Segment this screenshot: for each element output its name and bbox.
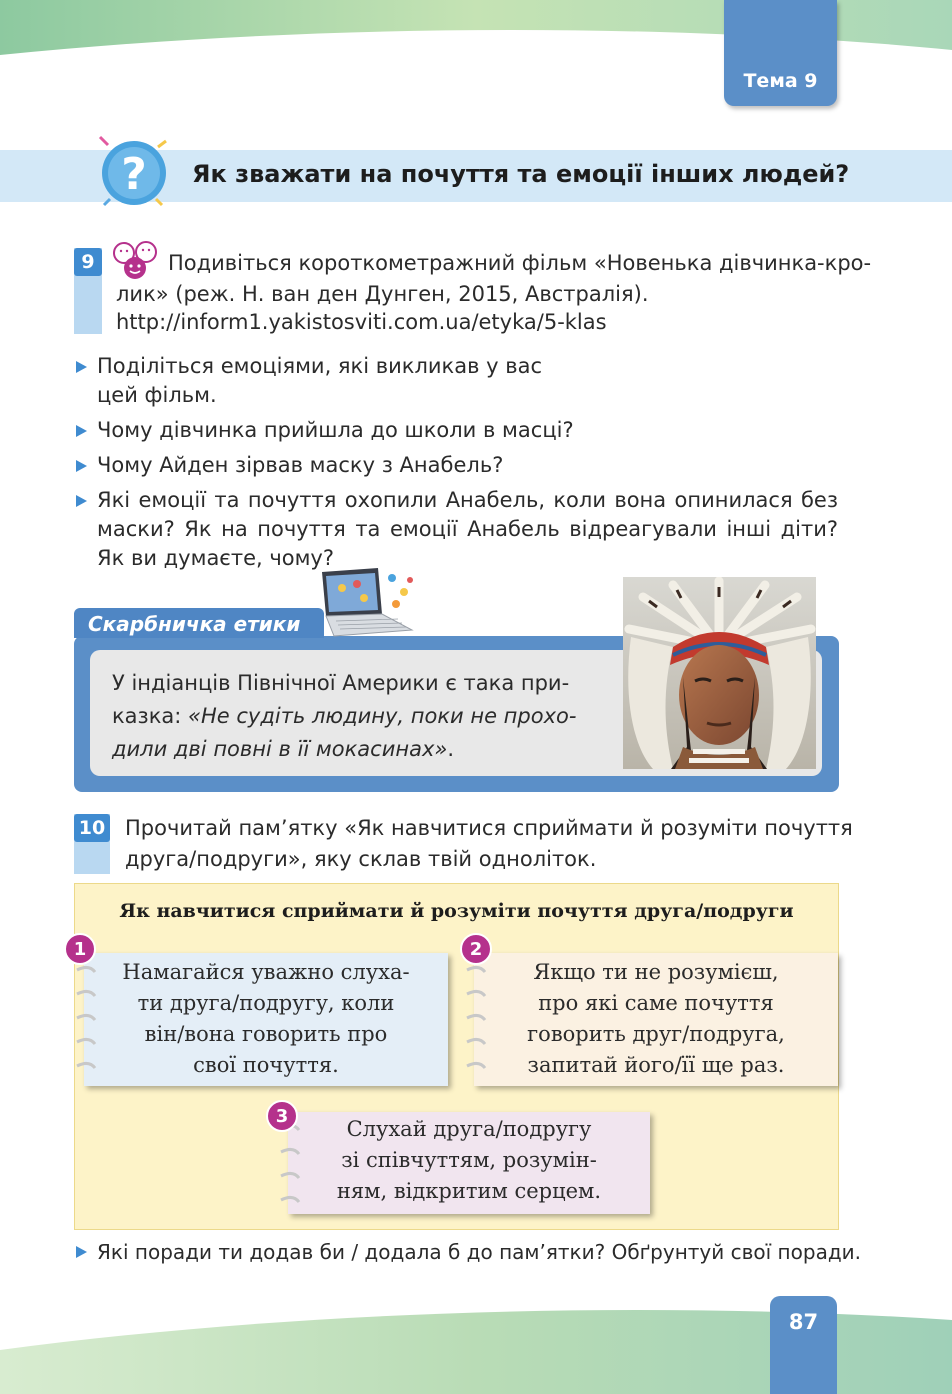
task-10-line-2: друга/подруги», яку склав твій одноліток. <box>125 847 597 871</box>
final-question: Які поради ти додав би / додала б до пам’ятки? Обґрунтуй свої поради. <box>97 1240 862 1264</box>
list-item: Поділіться емоціями, які викликав у вас цей фільм. <box>76 352 838 410</box>
memo-card-2: Якщо ти не розумієш, про які саме почуття говорить друг/подруга, запитай його/її ще раз. <box>474 953 838 1086</box>
bullet-triangle-icon <box>76 1246 87 1258</box>
task-9-number: 9 <box>74 248 102 276</box>
proverb-quote-part-2: дили дві повні в її мокасинах» <box>112 737 448 761</box>
spiral-binding-icon <box>463 960 489 1084</box>
task-10-line-1: Прочитай пам’ятку «Як навчитися сприймати й розуміти почуття <box>125 816 853 840</box>
svg-text:?: ? <box>121 149 147 200</box>
proverb-quote-part-1: «Не судіть людину, поки не прохо- <box>188 704 577 728</box>
bullet-triangle-icon <box>76 460 87 472</box>
list-item: Чому дівчинка прийшла до школи в масці? <box>76 416 838 445</box>
ethics-text: У індіанців Північної Америки є така при- казка: «Не судіть людину, поки не прохо- дили дві повні в її мокасинах». <box>112 671 577 761</box>
task-10-number: 10 <box>74 814 110 842</box>
task-9-link[interactable]: http://inform1.yakistosviti.com.ua/etyka/5-klas <box>116 310 607 334</box>
smiley-faces-icon <box>112 240 160 280</box>
question-title: Як зважати на почуття та емоції інших людей? <box>192 160 850 188</box>
card-3-number: 3 <box>266 1100 298 1132</box>
theme-label: Тема 9 <box>743 70 818 92</box>
question-mark-icon <box>96 133 172 213</box>
spiral-binding-icon <box>73 960 99 1084</box>
memo-title: Як навчитися сприймати й розуміти почуття друга/подруги <box>119 900 794 922</box>
page-number-tab <box>770 1296 837 1394</box>
native-american-chief-portrait <box>623 577 816 769</box>
bullet-triangle-icon <box>76 425 87 437</box>
card-1-number: 1 <box>64 933 96 965</box>
discussion-questions <box>76 352 838 579</box>
bullet-triangle-icon <box>76 361 87 373</box>
laptop-emoji-icon <box>312 568 422 638</box>
task-9-line-1: Подивіться короткометражний фільм «Новенька дівчинка-кро- <box>168 251 872 275</box>
ethics-label: Скарбничка етики <box>74 608 324 638</box>
page-number: 87 <box>788 1310 819 1334</box>
bullet-triangle-icon <box>76 495 87 507</box>
memo-card-1: Намагайся уважно слуха- ти друга/подругу, коли він/вона говорить про свої почуття. <box>84 953 448 1086</box>
list-item: Чому Айден зірвав маску з Анабель? <box>76 451 838 480</box>
spiral-binding-icon <box>277 1118 303 1218</box>
list-item: Які емоції та почуття охопили Анабель, коли вона опинилася без маски? Як на почуття та емоції Анабель відреагували інші діти? Як ви думаєте, чому? <box>76 486 838 573</box>
card-2-number: 2 <box>460 933 492 965</box>
theme-tab <box>724 0 837 106</box>
task-9-line-2: лик» (реж. Н. ван ден Дунген, 2015, Австралія). <box>116 282 649 306</box>
memo-card-3: Слухай друга/подругу зі співчуттям, розумін- ням, відкритим серцем. <box>288 1112 650 1214</box>
